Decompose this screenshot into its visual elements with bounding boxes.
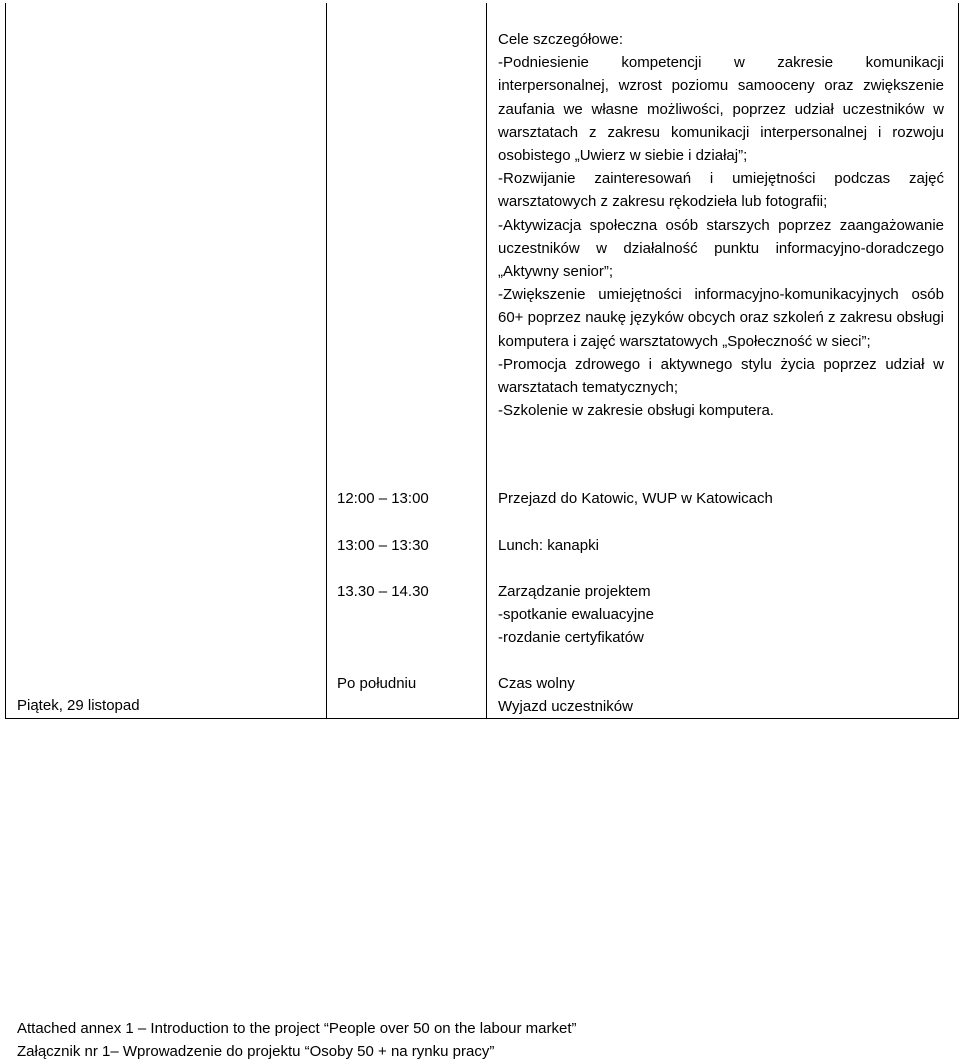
table-border-bottom xyxy=(5,718,959,719)
schedule-time: 12:00 – 13:00 xyxy=(337,490,429,507)
schedule-entry xyxy=(498,580,654,650)
entry-line: Przejazd do Katowic, WUP w Katowicach xyxy=(498,490,773,507)
entry-line: -spotkanie ewaluacyjne xyxy=(498,606,654,624)
entry-line: Lunch: kanapki xyxy=(498,537,599,554)
footer-annex-polish: Załącznik nr 1– Wprowadzenie do projektu “Osoby 50 + na rynku pracy” xyxy=(17,1043,495,1060)
goal-item: -Szkolenie w zakresie obsługi komputera. xyxy=(498,402,774,420)
entry-line: Czas wolny xyxy=(498,675,575,692)
footer-annex-english: Attached annex 1 – Introduction to the project “People over 50 on the labour market” xyxy=(17,1020,577,1037)
schedule-time: 13:00 – 13:30 xyxy=(337,537,429,554)
entry-line: Zarządzanie projektem xyxy=(498,583,651,600)
entry-line: -rozdanie certyfikatów xyxy=(498,629,644,647)
table-divider-2 xyxy=(486,3,487,719)
schedule-entry xyxy=(498,534,599,557)
goals-heading: Cele szczegółowe: xyxy=(498,31,624,48)
specific-goals xyxy=(498,28,944,422)
goal-item: -Podniesienie kompetencji w zakresie komunikacji interpersonalnej, wzrost poziomu samooceny oraz zwiększenie zaufania we własne możliwości, poprzez udział uczestników w warsztatach z zakresu komunikacji interpersonalnej i rozwoju osobistego „Uwierz w siebie i działaj”; xyxy=(498,54,944,165)
day-label: Piątek, 29 listopad xyxy=(17,697,140,714)
schedule-entry-afternoon xyxy=(498,672,633,718)
table-border-left xyxy=(5,3,6,719)
table-border-right xyxy=(958,3,959,719)
entry-line: Wyjazd uczestników xyxy=(498,698,633,716)
goal-item: -Zwiększenie umiejętności informacyjno-komunikacyjnych osób 60+ poprzez naukę języków obcych oraz szkoleń z zakresu obsługi komputera i zajęć warsztatowych „Społeczność w sieci”; xyxy=(498,286,944,350)
schedule-time-afternoon: Po południu xyxy=(337,675,417,692)
goal-item: -Rozwijanie zainteresowań i umiejętności podczas zajęć warsztatowych z zakresu rękodzieła lub fotografii; xyxy=(498,170,944,211)
goal-item: -Promocja zdrowego i aktywnego stylu życia poprzez udział w warsztatach tematycznych; xyxy=(498,355,944,397)
schedule-entry xyxy=(498,487,773,510)
goal-item: -Aktywizacja społeczna osób starszych poprzez zaangażowanie uczestników w działalność punktu informacyjno-doradczego „Aktywny senior”; xyxy=(498,216,944,281)
schedule-time: 13.30 – 14.30 xyxy=(337,583,429,600)
table-divider-1 xyxy=(326,3,327,719)
